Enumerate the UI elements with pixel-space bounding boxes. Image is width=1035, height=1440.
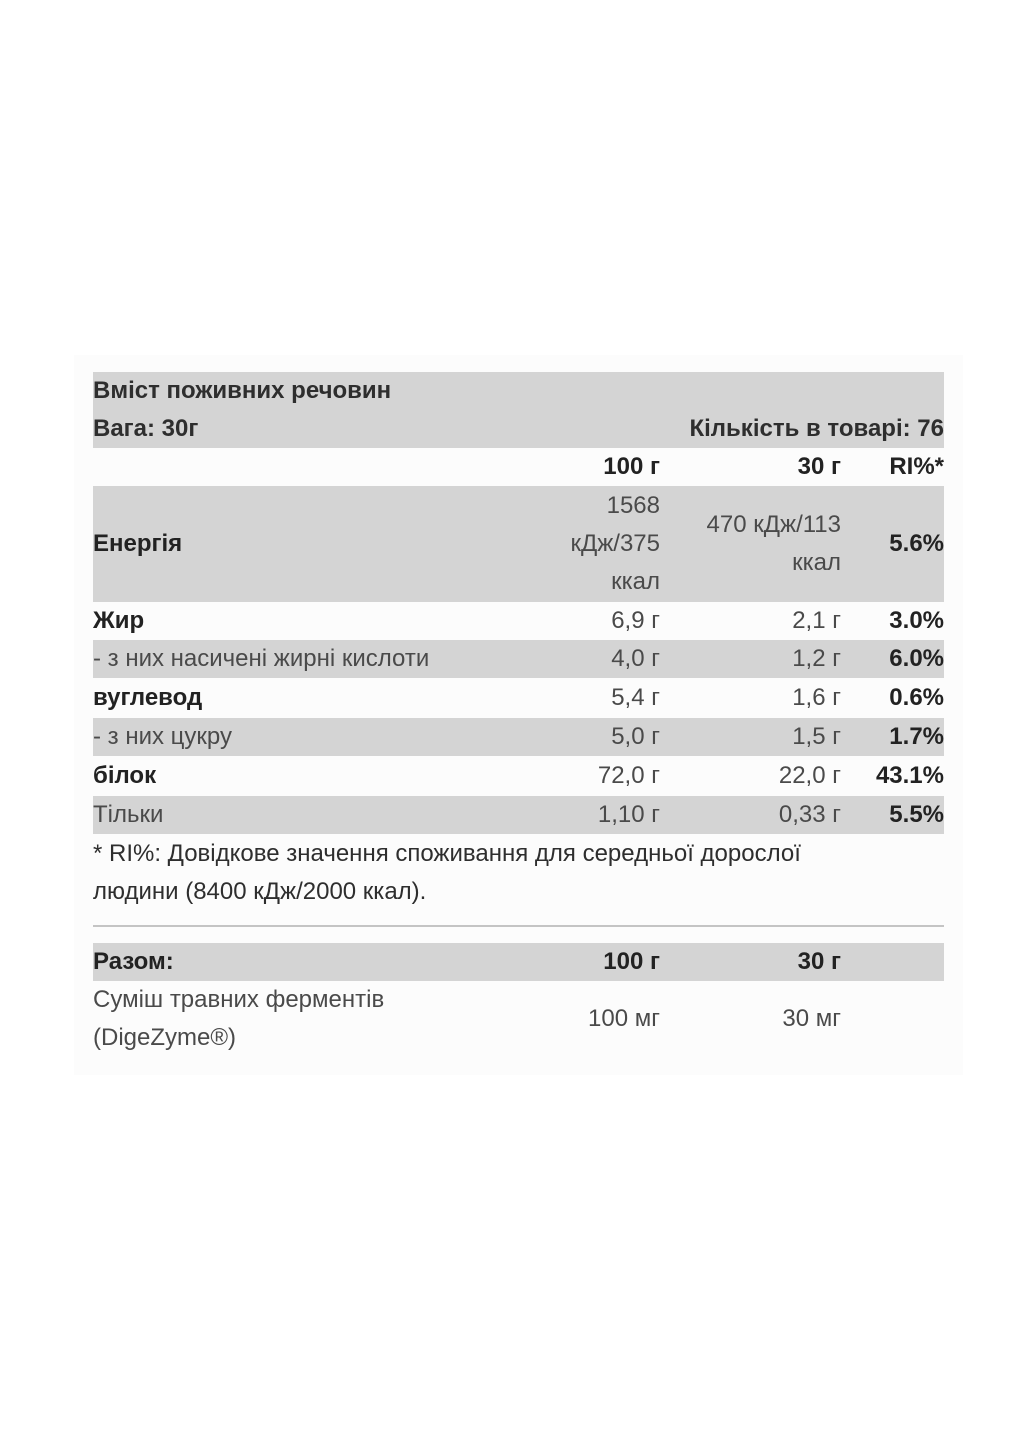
row-per-100: 72,0 г (597, 762, 660, 789)
footnote-line-2: людини (8400 кДж/2000 ккал). (93, 878, 427, 905)
table-row (93, 678, 944, 718)
column-ri: RI%* (889, 453, 944, 480)
enzyme-label-line-1: Суміш травних ферментів (93, 986, 385, 1013)
nutrition-title: Вміст поживних речовин (93, 377, 392, 404)
row-per-30: 1,2 г (792, 645, 841, 672)
row-label: Тільки (93, 801, 164, 828)
row-label: - з них цукру (93, 723, 232, 750)
row-per-100: 1,10 г (597, 801, 660, 828)
summary-per-30: 30 г (797, 948, 841, 975)
servings-per-container: Кількість в товарі: 76 (689, 415, 944, 442)
energy-per-30-line-1: 470 кДж/113 (706, 511, 841, 538)
energy-per-100 (490, 486, 660, 602)
nutrition-header (93, 372, 944, 448)
column-per-100: 100 г (603, 453, 660, 480)
row-per-30: 1,6 г (792, 684, 841, 711)
row-label: білок (93, 762, 157, 789)
footnote-line-1: * RI%: Довідкове значення споживання для середньої дорослої (93, 840, 801, 867)
serving-weight: Вага: 30г (93, 415, 199, 442)
row-per-30: 1,5 г (792, 723, 841, 750)
row-per-100: 6,9 г (611, 607, 660, 634)
nutrition-table (93, 448, 944, 834)
section-divider (93, 925, 944, 927)
enzyme-row (93, 981, 944, 1057)
table-row (93, 796, 944, 834)
summary-header-row (93, 943, 944, 981)
row-label: Жир (93, 607, 145, 634)
enzyme-per-30: 30 мг (782, 1005, 841, 1032)
table-row (93, 756, 944, 796)
energy-label: Енергія (93, 530, 183, 557)
column-per-30: 30 г (797, 453, 841, 480)
row-ri: 1.7% (889, 723, 944, 750)
row-per-100: 4,0 г (611, 645, 660, 672)
row-label: - з них насичені жирні кислоти (93, 645, 430, 672)
row-per-30: 0,33 г (778, 801, 841, 828)
table-row (93, 640, 944, 678)
energy-per-30-line-2: ккал (792, 549, 841, 576)
table-row (93, 718, 944, 756)
row-ri: 3.0% (889, 607, 944, 634)
row-per-100: 5,0 г (611, 723, 660, 750)
enzymes-table (93, 943, 944, 1057)
energy-row (93, 486, 944, 602)
ri-footnote (93, 835, 944, 911)
column-header-row (93, 448, 944, 486)
energy-per-100-line-3: ккал (611, 568, 660, 595)
row-ri: 0.6% (889, 684, 944, 711)
energy-per-100-line-1: 1568 (606, 492, 660, 519)
energy-per-100-line-2: кДж/375 (570, 530, 660, 557)
row-per-100: 5,4 г (611, 684, 660, 711)
summary-label: Разом: (93, 948, 174, 975)
energy-per-30 (671, 486, 841, 602)
enzyme-label-line-2: (DigeZyme®) (93, 1024, 237, 1051)
table-row (93, 602, 944, 640)
row-per-30: 22,0 г (778, 762, 841, 789)
row-ri: 43.1% (875, 762, 944, 789)
enzyme-per-100: 100 мг (588, 1005, 660, 1032)
summary-per-100: 100 г (603, 948, 660, 975)
energy-ri: 5.6% (889, 530, 944, 557)
row-ri: 6.0% (889, 645, 944, 672)
row-label: вуглевод (93, 684, 203, 711)
row-ri: 5.5% (889, 801, 944, 828)
row-per-30: 2,1 г (792, 607, 841, 634)
